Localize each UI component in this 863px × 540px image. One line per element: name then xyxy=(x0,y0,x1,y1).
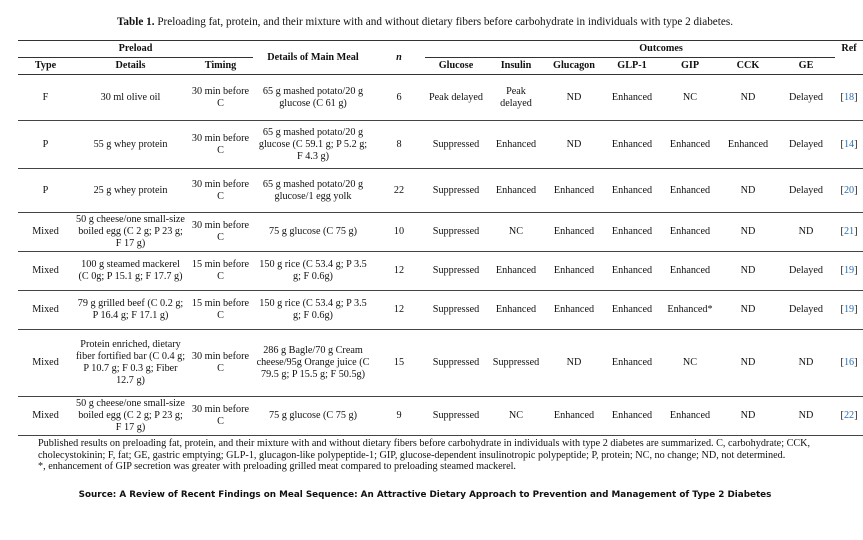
source-citation: Source: A Review of Recent Findings on Meal Sequence: An Attractive Dietary Approach to Prevention and Management of Type 2 Diabetes xyxy=(78,490,772,500)
cell-ge: Delayed xyxy=(789,184,823,196)
cell-type: P xyxy=(42,138,49,150)
cell-glucagon: Enhanced xyxy=(553,226,595,237)
cell-n: 12 xyxy=(393,265,405,276)
cell-n: 8 xyxy=(396,138,402,150)
cell-gip: Enhanced xyxy=(669,226,711,237)
cell-glucose: Peak delayed xyxy=(428,91,484,103)
cell-meal: 286 g Bagle/70 g Cream cheese/95g Orange juice (C 79.5 g; P 15.5 g; F 50.5g) xyxy=(256,345,370,380)
cell-glucose: Suppressed xyxy=(432,357,480,368)
cell-ge: ND xyxy=(798,410,814,421)
cell-n: 9 xyxy=(396,410,402,421)
cell-cck: ND xyxy=(740,357,756,368)
cell-timing: 15 min before C xyxy=(191,259,250,282)
caption-text: Preloading fat, protein, and their mixture with and without dietary fibers before carbohydrate in individuals with type 2 diabetes. xyxy=(154,16,733,28)
table-row xyxy=(18,291,863,330)
cell-type: P xyxy=(42,184,49,196)
cell-meal: 150 g rice (C 53.4 g; P 3.5 g; F 0.6g) xyxy=(259,298,367,321)
cell-insulin: Enhanced xyxy=(495,304,537,315)
cell-meal: 65 g mashed potato/20 g glucose (C 61 g) xyxy=(262,85,364,109)
table-row xyxy=(18,169,863,213)
header-type: Type xyxy=(34,60,57,71)
cell-timing: 30 min before C xyxy=(191,351,250,374)
reference-link[interactable]: 21 xyxy=(843,226,855,237)
cell-glucose: Suppressed xyxy=(432,184,480,196)
header-row-1 xyxy=(18,41,863,58)
cell-glp1: Enhanced xyxy=(611,410,653,421)
cell-ref: [16] xyxy=(840,357,858,368)
cell-ge: ND xyxy=(798,226,814,237)
cell-glp1: Enhanced xyxy=(611,91,653,103)
cell-type: F xyxy=(42,91,49,103)
cell-insulin: NC xyxy=(508,226,524,237)
reference-link[interactable]: 20 xyxy=(843,184,855,196)
reference-link[interactable]: 22 xyxy=(843,410,855,421)
cell-n: 22 xyxy=(393,184,405,196)
cell-cck: ND xyxy=(740,226,756,237)
cell-timing: 15 min before C xyxy=(191,298,250,321)
cell-cck: Enhanced xyxy=(727,138,769,150)
header-glucagon: Glucagon xyxy=(553,60,595,71)
header-insulin: Insulin xyxy=(500,60,532,71)
caption-label: Table 1. xyxy=(117,16,155,28)
cell-cck: ND xyxy=(740,265,756,276)
table-caption xyxy=(0,16,850,28)
cell-glp1: Enhanced xyxy=(611,357,653,368)
cell-cck: ND xyxy=(740,91,756,103)
cell-details: 25 g whey protein xyxy=(93,184,168,196)
cell-glucagon: Enhanced xyxy=(553,184,595,196)
cell-ref: [19] xyxy=(840,265,858,276)
cell-details: 100 g steamed mackerel (C 0g; P 15.1 g; F 17.7 g) xyxy=(78,259,183,282)
cell-gip: Enhanced xyxy=(669,184,711,196)
cell-meal: 65 g mashed potato/20 g glucose (C 59.1 g; P 5.2 g; F 4.3 g) xyxy=(258,126,368,162)
cell-n: 10 xyxy=(393,226,405,237)
header-outcomes: Outcomes xyxy=(487,41,835,58)
cell-ref: [14] xyxy=(840,138,858,150)
table-row xyxy=(18,397,863,436)
cell-cck: ND xyxy=(740,410,756,421)
cell-timing: 30 min before C xyxy=(191,220,250,243)
cell-glucose: Suppressed xyxy=(432,410,480,421)
table-row xyxy=(18,330,863,397)
cell-type: Mixed xyxy=(32,410,59,421)
cell-gip: Enhanced* xyxy=(667,304,713,315)
cell-details: 79 g grilled beef (C 0.2 g; P 16.4 g; F 17.1 g) xyxy=(77,298,184,321)
table-row xyxy=(18,121,863,169)
header-timing: Timing xyxy=(204,60,237,71)
cell-meal: 75 g glucose (C 75 g) xyxy=(269,226,357,237)
cell-glucagon: Enhanced xyxy=(553,265,595,276)
cell-details: 50 g cheese/one small-size boiled egg (C 2 g; P 23 g; F 17 g) xyxy=(76,398,185,433)
reference-link[interactable]: 19 xyxy=(843,265,855,276)
cell-gip: NC xyxy=(682,357,698,368)
cell-insulin: Enhanced xyxy=(495,265,537,276)
cell-ge: Delayed xyxy=(789,265,823,276)
cell-ge: Delayed xyxy=(789,138,823,150)
header-row-2 xyxy=(18,58,863,75)
cell-timing: 30 min before C xyxy=(191,132,250,156)
cell-glucose: Suppressed xyxy=(432,265,480,276)
cell-meal: 150 g rice (C 53.4 g; P 3.5 g; F 0.6g) xyxy=(259,259,367,282)
cell-glucose: Suppressed xyxy=(432,226,480,237)
cell-meal: 75 g glucose (C 75 g) xyxy=(269,410,357,421)
cell-cck: ND xyxy=(740,184,756,196)
header-preload: Preload xyxy=(18,41,253,58)
cell-glucagon: ND xyxy=(566,357,582,368)
cell-n: 6 xyxy=(396,91,402,103)
header-glucose: Glucose xyxy=(425,58,487,75)
cell-glucagon: ND xyxy=(566,138,582,150)
cell-type: Mixed xyxy=(32,226,59,237)
cell-glucagon: ND xyxy=(566,91,582,103)
cell-glp1: Enhanced xyxy=(611,304,653,315)
cell-n: 12 xyxy=(393,304,405,315)
cell-n: 15 xyxy=(393,357,405,368)
cell-ref: [22] xyxy=(840,410,858,421)
reference-link[interactable]: 16 xyxy=(843,357,855,368)
reference-link[interactable]: 19 xyxy=(843,304,855,315)
header-ge: GE xyxy=(798,60,814,71)
reference-link[interactable]: 14 xyxy=(843,138,855,150)
cell-insulin: Peak delayed xyxy=(500,85,532,109)
header-glp1: GLP-1 xyxy=(617,60,647,71)
cell-glucose: Suppressed xyxy=(432,138,480,150)
table-row xyxy=(18,252,863,291)
cell-gip: NC xyxy=(682,91,698,103)
cell-gip: Enhanced xyxy=(669,410,711,421)
cell-cck: ND xyxy=(740,304,756,315)
cell-ref: [19] xyxy=(840,304,858,315)
cell-type: Mixed xyxy=(32,357,59,368)
header-gip: GIP xyxy=(680,60,700,71)
cell-timing: 30 min before C xyxy=(191,85,250,109)
cell-gip: Enhanced xyxy=(669,265,711,276)
cell-ref: [21] xyxy=(840,226,858,237)
cell-glp1: Enhanced xyxy=(611,184,653,196)
cell-insulin: Suppressed xyxy=(492,357,540,368)
cell-ge: Delayed xyxy=(789,91,823,103)
cell-glucagon: Enhanced xyxy=(553,304,595,315)
reference-link[interactable]: 18 xyxy=(843,91,855,103)
cell-glp1: Enhanced xyxy=(611,138,653,150)
cell-timing: 30 min before C xyxy=(191,178,250,202)
cell-details: Protein enriched, dietary fiber fortified bar (C 0.4 g; P 10.7 g; F 0.3 g; Fiber 12.7 g) xyxy=(75,339,186,386)
cell-glucagon: Enhanced xyxy=(553,410,595,421)
cell-ref: [18] xyxy=(840,91,858,103)
cell-gip: Enhanced xyxy=(669,138,711,150)
cell-meal: 65 g mashed potato/20 g glucose/1 egg yolk xyxy=(262,178,364,202)
header-details: Details xyxy=(115,60,146,71)
preload-table xyxy=(18,40,863,436)
header-main-meal: Details of Main Meal xyxy=(267,51,359,63)
footnote-asterisk: *, enhancement of GIP secretion was greater with preloading grilled meat compared to preloading steamed mackerel. xyxy=(38,461,516,472)
table-footnotes xyxy=(38,438,818,473)
cell-glp1: Enhanced xyxy=(611,226,653,237)
cell-ge: ND xyxy=(798,357,814,368)
cell-insulin: Enhanced xyxy=(495,184,537,196)
footnote-abbreviations: Published results on preloading fat, protein, and their mixture with and without dietary fibers before carbohydrate in individuals with type 2 diabetes are summarized. C, carbohydrate; CCK, cholecystokinin; F, fat; GE, gastric emptying; GLP-1, glucagon-like polypeptide-1; GIP, glucose-dependent insulinotropic polypeptide; P, protein; NC, no change; ND, not determined. xyxy=(38,438,811,461)
header-n: n xyxy=(396,51,402,63)
cell-details: 30 ml olive oil xyxy=(100,91,161,103)
cell-timing: 30 min before C xyxy=(191,404,250,427)
cell-ge: Delayed xyxy=(789,304,823,315)
cell-type: Mixed xyxy=(32,304,59,315)
table-row xyxy=(18,213,863,252)
cell-details: 55 g whey protein xyxy=(93,138,168,150)
header-cck: CCK xyxy=(736,60,760,71)
cell-insulin: Enhanced xyxy=(495,138,537,150)
table-row xyxy=(18,75,863,121)
cell-details: 50 g cheese/one small-size boiled egg (C 2 g; P 23 g; F 17 g) xyxy=(76,214,185,249)
cell-type: Mixed xyxy=(32,265,59,276)
cell-glp1: Enhanced xyxy=(611,265,653,276)
cell-insulin: NC xyxy=(508,410,524,421)
cell-ref: [20] xyxy=(840,184,858,196)
cell-glucose: Suppressed xyxy=(432,304,480,315)
header-ref: Ref xyxy=(841,43,857,55)
